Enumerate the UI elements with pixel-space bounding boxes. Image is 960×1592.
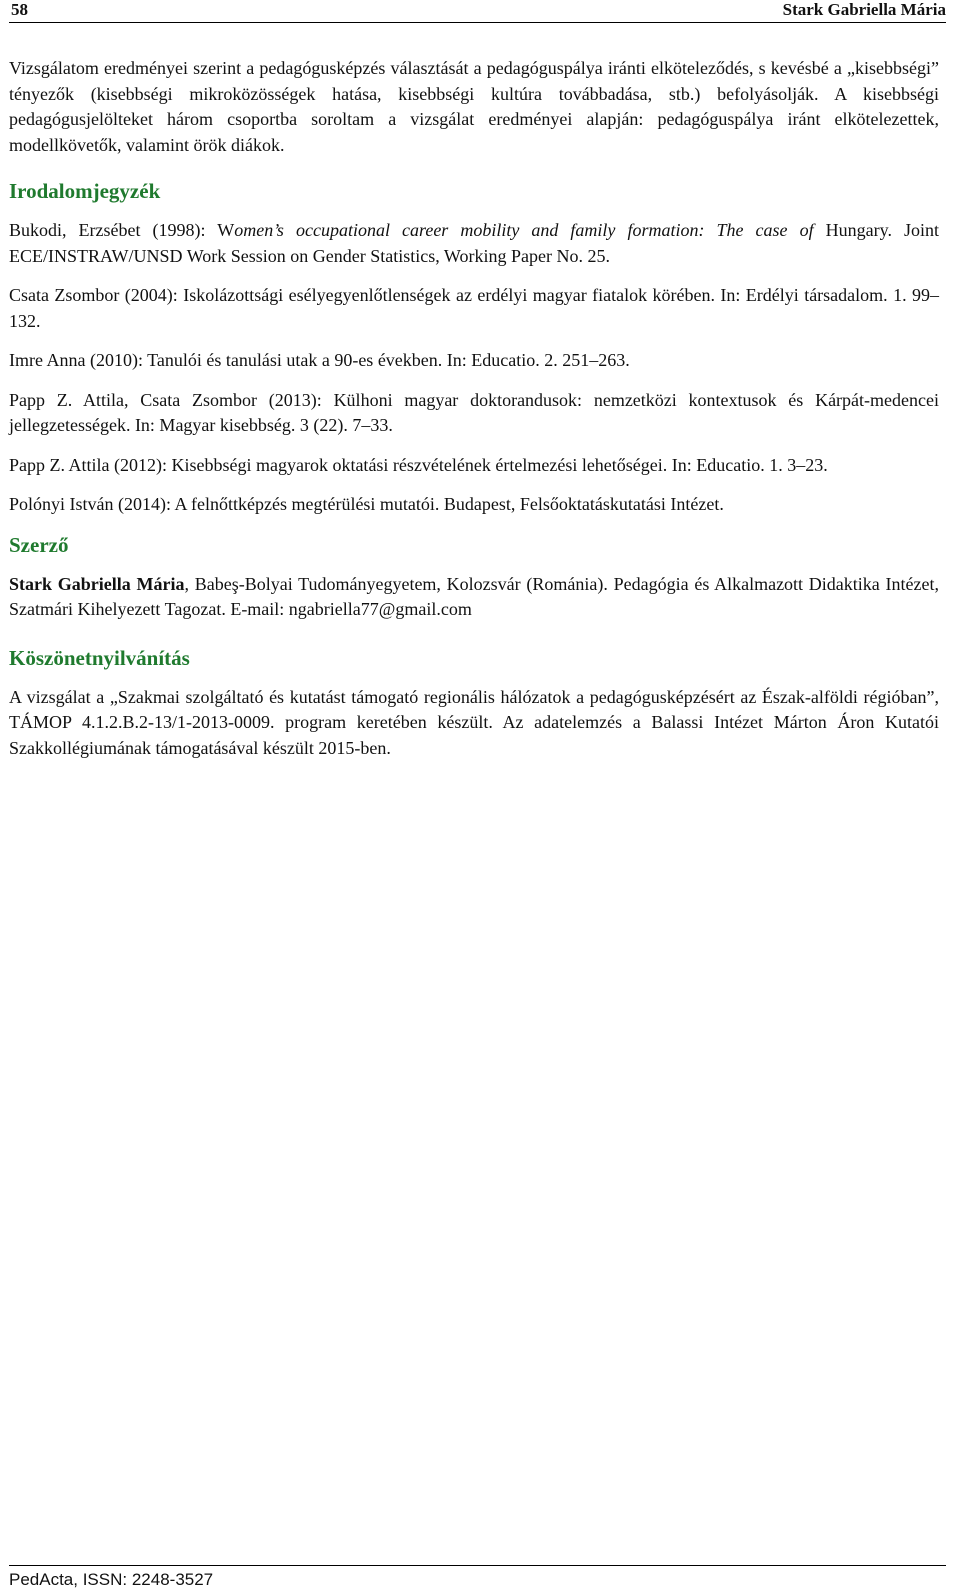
page-footer	[9, 1565, 946, 1590]
author-heading: Szerző	[9, 532, 69, 557]
reference-item: Polónyi István (2014): A felnőttképzés megtérülési mutatói. Budapest, Felsőoktatáskutatási Intézet.	[9, 494, 724, 514]
reference-item: Bukodi, Erzsébet (1998): Women’s occupational career mobility and family formation: The case of Hungary. Joint ECE/INSTRAW/UNSD Work Session on Gender Statistics, Working Paper No. 25.	[9, 220, 940, 266]
reference-title: omen’s occupational career mobility and family formation: The case of	[234, 220, 814, 240]
main-content	[9, 56, 939, 761]
references-heading: Irodalomjegyzék	[9, 179, 161, 203]
running-header-author: Stark Gabriella Mária	[782, 0, 946, 19]
acknowledgements-text: A vizsgálat a „Szakmai szolgáltató és kutatást támogató regionális hálózatok a pedagógusképzésért az Észak-alföldi régióban”, TÁMOP 4.1.2.B.2-13/1-2013-0009. program keretében készült. Az adatelemzés a Balassi Intézet Márton Áron Kutatói Szakkollégiumának támogatásával készült 2015-ben.	[9, 686, 939, 758]
author-name: Stark Gabriella Mária	[9, 573, 185, 594]
running-header	[9, 0, 946, 23]
author-bio	[9, 572, 939, 623]
reference-item: Papp Z. Attila (2012): Kisebbségi magyarok oktatási részvételének értelmezési lehetőségei. In: Educatio. 1. 3–23.	[9, 454, 828, 475]
intro-paragraph: Vizsgálatom eredményei szerint a pedagógusképzés választását a pedagóguspálya iránti elköteleződés, s kevésbé a „kisebbségi” tényezők (kisebbségi mikroközösségek hatása, kisebbségi kultúra továbbadása, stb.) befolyásolják. A kisebbségi pedagógusjelölteket három csoportba soroltam a vizsgálat eredményei alapján: pedagóguspálya iránt elkötelezettek, modellkövetők, valamint örök diákok.	[9, 58, 939, 155]
reference-item: Imre Anna (2010): Tanulói és tanulási utak a 90-es években. In: Educatio. 2. 251–263.	[9, 350, 630, 370]
footer-journal: PedActa, ISSN: 2248-3527	[9, 1570, 214, 1589]
author-details: , Babeş-Bolyai Tudományegyetem, Kolozsvár (Románia). Pedagógia és Alkalmazott Didaktika Intézet, Szatmári Kihelyezett Tagozat. E-mail: ngabriella77@gmail.com	[9, 573, 939, 619]
acknowledgements-heading: Köszönetnyilvánítás	[9, 645, 190, 670]
reference-item: Csata Zsombor (2004): Iskolázottsági esélyegyenlőtlenségek az erdélyi magyar fiatalok körében. In: Erdélyi társadalom. 1. 99–132.	[9, 285, 939, 331]
page-number: 58	[11, 0, 28, 19]
reference-item: Papp Z. Attila, Csata Zsombor (2013): Külhoni magyar doktorandusok: nemzetközi kontextusok és Kárpát-medencei jellegzetességek. In: Magyar kisebbség. 3 (22). 7–33.	[9, 389, 939, 435]
